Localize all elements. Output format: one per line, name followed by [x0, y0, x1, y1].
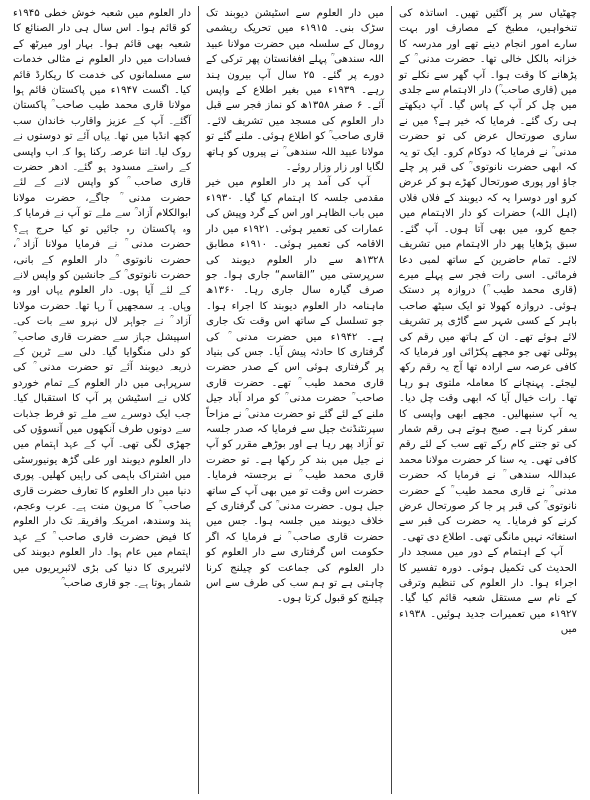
column-middle-paragraph-2: آپ کی آمد پر دار العلوم میں خیر مقدمی جلسہ کا اہتمام کیا گیا۔ ۱۹۳۰ء میں باب الظاہر اور اس کے گرد وپیش کی عمارات کی تعمیر ہوئی۔ ۱۹۲۱ء میں دار الاقامہ کی تعمیر ہوئی۔ ۱۹۱۰ء مطابق ۱۳۲۸ھ سے دار العلوم دیوبند کی سرپرستی میں ”القاسم“ جاری ہوا۔ جو صرف گیارہ سال جاری رہا۔ ۱۳۶۰ھ ماہنامہ دار العلوم دیوبند کا اجراء ہوا۔ جو تسلسل کے ساتھ اس وقت تک جاری ہے۔ ۱۹۴۲ء میں حضرت مدنی ؒ کی گرفتاری کا حادثہ پیش آیا۔ جس کی بنیاد پر گرفتاری ہوئی اس کے صدر حضرت قاری محمد طیب ؒ تھے۔ حضرت قاری صاحب ؒ حضرت مدنی ؒ کو مراد آباد جیل ملنے کے لئے گئے تو حضرت مدنی ؒ نے مزاحاً سپرنٹنڈنٹ جیل سے فرمایا کہ صدر جلسہ تو آزاد پھر رہا ہے اور بوڑھے مقرر کو آپ نے جیل میں بند کر رکھا ہے۔ تو حضرت قاری محمد طیب ؒ نے برجستہ فرمایا۔ حضرت اس وقت تو میں بھی آپ کے ساتھ جیل ہوں۔ حضرت مدنی ؒ کی گرفتاری کے خلاف دیوبند میں جلسہ ہوا۔ جس میں حضرت قاری صاحب ؒ نے فرمایا کہ اگر حکومت اس گرفتاری سے دار العلوم کو دار العلوم کی جماعت کو چیلنج کرنا چاہتی ہے تو ہم سب کی طرف سے اس چیلنج کو قبول کرتا ہوں۔	[206, 177, 384, 605]
column-left-paragraph-1: دار العلوم میں شعبہ خوش خطی ۱۹۴۵ء کو قائم ہوا۔ اس سال ہی دار الصنائع کا شعبہ بھی قائم ہوا۔ بہار اور میرٹھ کے فسادات میں دار العلوم نے مثالی خدمات سے مسلمانوں کی خدمت کا ریکارڈ قائم کیا۔ اگست ۱۹۴۷ء میں پاکستان قائم ہوا مولانا قاری محمد طیب صاحب ؒ پاکستان آگئے۔ آپ کے عزیز واقارب خاندان سب کچھ انڈیا میں تھا۔ یہاں آئے تو دوستوں نے روک لیا۔ اتنا عرصہ رکنا ہوا کہ اب واپسی کے راستے مسدود ہو گئے۔ ادھر حضرت قاری صاحب ؒ کو واپس لانے کے لئے حضرت مدنی ؒ جاگے، حضرت مولانا ابوالکلام آزاد ؒ سے ملے تو آپ نے فرمایا کہ وہ پاکستان رہ جائیں تو کیا حرج ہے؟ حضرت مدنی ؒ نے فرمایا مولانا آزاد ؒ، حضرت نانوتوی ؒ دار العلوم کے بانی، حضرت نانوتوی ؒ کے جانشین کو واپس لانے کے لئے آیا ہوں۔ دار العلوم یہاں اور وہ وہاں۔ یہ سمجھیں آ رہا تھا۔ حضرت مولانا آزاد ؒ نے جواہر لال نہرو سے بات کی۔ اسپیشل جہاز سے حضرت قاری صاحب ؒ کو دلی منگوایا گیا۔ دلی سے ٹرین کے ذریعہ دیوبند آئے تو حضرت مدنی ؒ کی سرپراہی میں دار العلوم کے تمام خوردو کلاں نے اسٹیشن پر آپ کا استقبال کیا۔ جب ایک دوسرے سے ملے تو فرط جذبات سے دونوں طرف آنکھوں میں آنسوؤں کی جھڑی لگی تھی۔ آپ کے عہد اہتمام میں دار العلوم دیوبند اور علی گڑھ یونیورسٹی میں اشتراک باہمی کی راہیں کھلیں۔ پوری دنیا میں دار العلوم کا تعارف حضرت قاری صاحب ؒ کا مرہون منت ہے۔ عرب وعجم، ہند وسندھ، امریکہ وافریقہ تک دار العلوم کا فیض حضرت قاری صاحب ؒ کے عہد اہتمام میں عام ہوا۔ دار العلوم دیوبند کی لائبریری کا دنیا کی بڑی لائبریریوں میں شمار ہوتا ہے۔ جو قاری صاحب ؒ	[13, 8, 191, 590]
column-middle	[199, 6, 392, 794]
column-right-paragraph-2: آپ کے اہتمام کے دور میں مسجد دار الحدیث کی تکمیل ہوئی۔ دورہ تفسیر کا اجراء ہوا۔ دار العلوم کی تنظیم وترقی کے نام سے مستقل شعبہ قائم کیا گیا۔ ۱۹۲۷ء میں تعمیرات جدید ہوئیں۔ ۱۹۳۸ء میں	[399, 547, 577, 636]
column-middle-paragraph-1: میں دار العلوم سے اسٹیشن دیوبند تک سڑک بنی۔ ۱۹۱۵ء میں تحریک ریشمی رومال کے سلسلہ میں حضرت مولانا عبید اللہ سندھی ؒ پہلے افغانستان پھر ترکی کے دورے پر گئے۔ ۲۵ سال آپ بیرون ہند رہے۔ ۱۹۳۹ء میں بغیر اطلاع کے واپس آئے۔ ۶ صفر ۱۳۵۸ھ کو نماز فجر سے قبل دار العلوم کی مسجد میں تشریف لائے۔ قاری صاحب ؒ کو اطلاع ہوئی۔ ملنے گئے تو مولانا عبید اللہ سندھی ؒ نے پیروں کو ہاتھ لگایا اور زار وزار روئے۔	[206, 8, 385, 174]
column-right	[392, 6, 584, 794]
column-left	[6, 6, 199, 794]
column-right-paragraph-1: چھٹیاں سر پر آگئیں تھیں۔ اساتذہ کی تنخواہیں، مطبخ کے مصارف اور بہت سارے امور انجام دینے تھے اور مدرسہ کا خزانہ بالکل خالی تھا۔ حضرت مدنی ؒ کے پڑھانے کا وقت ہوا۔ آپ گھر سے نکلے تو میں (قاری صاحب ؒ) دار الاہتمام سے جلدی میں چل کر آپ کے پاس گیا۔ آپ دیکھتے ہی رک گئے۔ فرمایا کہ خیر ہے؟ میں نے ساری صورتحال عرض کی تو حضرت مدنی ؒ نے فرمایا کہ دوکام کرو۔ ایک تو یہ کہ ابھی حضرت نانوتوی ؒ کی قبر پر چلے جاؤ اور پوری صورتحال کھڑے ہو کر عرض کرو اور دوسرا یہ کہ دیوبند کے فلاں فلاں (اہل اللہ) حضرات کو دار الاہتمام میں جمع کرو، میں بھی آتا ہوں۔ آپ گئے۔ سبق پڑھایا پھر دار الاہتمام میں تشریف لائے۔ تمام حاضرین کے ساتھ لمبی دعا فرمائی۔ اسی رات فجر سے پہلے میرے (قاری محمد طیب ؒ) دروازہ پر دستک ہوئی۔ دروازہ کھولا تو ایک سیٹھ صاحب باہر کے کسی شہر سے گاڑی پر تشریف لائے ہوئے تھے۔ ان کے ہاتھ میں رقم کی پوٹلی تھی جو مجھے پکڑائی اور فرمایا کہ کافی عرصہ سے ارادہ تھا آج یہ رقم رکھ لیجئے۔ پہنچانے کا معاملہ ملتوی ہو رہا تھا۔ رات خیال آیا کہ ابھی وقت چل دیا۔ یہ آپ سنبھالیں۔ مجھے ابھی واپسی کا سفر کرنا ہے۔ صبح ہوتے ہی رقم شمار کی تو جتنے کام رکے تھے سب کے لئے رقم کافی تھی۔ یہ سنا کر حضرت مولانا محمد عبداللہ سندھی ؒ نے فرمایا کہ حضرت مدنی ؒ نے قاری محمد طیب ؒ کے حضرت نانوتوی ؒ کی قبر پر جا کر صورتحال عرض کرنے کو فرمایا۔ یہ حضرت کی قبر سے استغاثہ نہیں مانگی تھی۔ اطلاع دی تھی۔	[399, 8, 577, 543]
